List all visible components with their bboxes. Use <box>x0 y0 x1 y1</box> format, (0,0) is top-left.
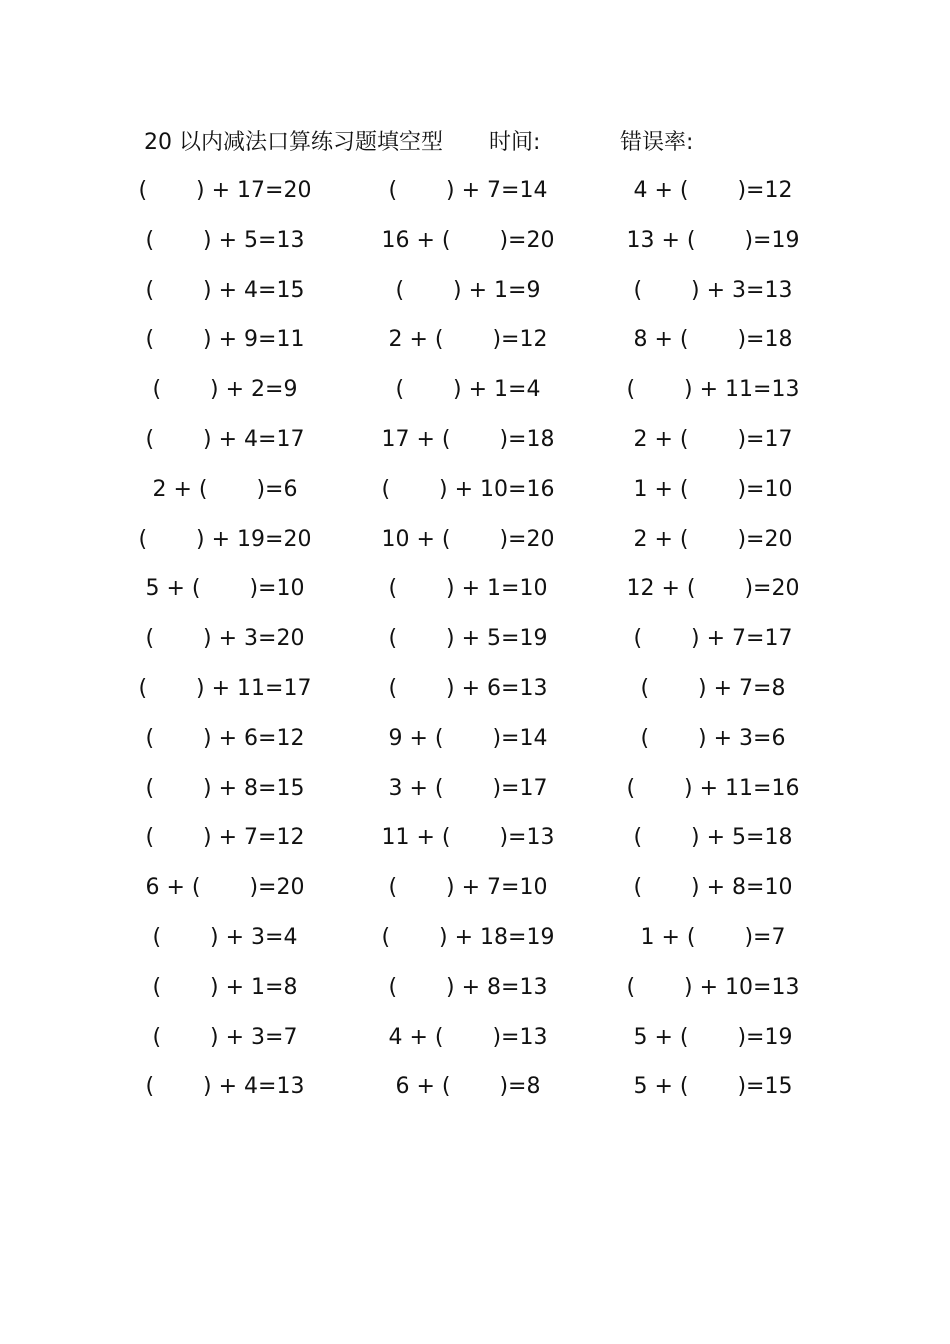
problem: ( ) + 8=15 <box>145 775 305 801</box>
worksheet-header <box>144 126 764 160</box>
problem-row <box>0 274 950 324</box>
problem-row <box>0 1021 950 1071</box>
problem-row <box>0 971 950 1021</box>
problem: ( ) + 19=20 <box>138 526 312 552</box>
problem: 12 + ( )=20 <box>626 576 800 602</box>
problem: ( ) + 4=15 <box>145 277 305 303</box>
problem-row <box>0 323 950 373</box>
problem-grid <box>0 174 950 1120</box>
problem-row <box>0 622 950 672</box>
problem-row <box>0 423 950 473</box>
problem: ( ) + 11=13 <box>626 377 800 403</box>
problem: ( ) + 3=7 <box>152 1024 298 1050</box>
worksheet-title: 20 以内减法口算练习题填空型 <box>144 130 443 155</box>
problem: ( ) + 10=16 <box>381 476 555 502</box>
problem: 9 + ( )=14 <box>388 725 548 751</box>
problem-row <box>0 523 950 573</box>
problem: ( ) + 6=12 <box>145 725 305 751</box>
problem: ( ) + 8=10 <box>633 875 793 901</box>
problem: 6 + ( )=20 <box>145 875 305 901</box>
problem-row <box>0 373 950 423</box>
problem: ( ) + 7=12 <box>145 825 305 851</box>
problem: 10 + ( )=20 <box>381 526 555 552</box>
problem: ( ) + 7=8 <box>640 675 786 701</box>
problem: ( ) + 4=13 <box>145 1074 305 1100</box>
problem: 4 + ( )=12 <box>633 178 793 203</box>
problem: ( ) + 5=13 <box>145 227 305 253</box>
problem: 5 + ( )=15 <box>633 1074 793 1100</box>
problem: 5 + ( )=10 <box>145 576 305 602</box>
problem: ( ) + 10=13 <box>626 974 800 1000</box>
problem: 3 + ( )=17 <box>388 775 548 801</box>
problem: 16 + ( )=20 <box>381 227 555 253</box>
problem-row <box>0 473 950 523</box>
problem: 1 + ( )=10 <box>633 476 793 502</box>
problem: ( ) + 1=8 <box>152 974 298 1000</box>
problem: ( ) + 11=16 <box>626 775 800 801</box>
problem: 11 + ( )=13 <box>381 825 555 851</box>
problem: ( ) + 7=14 <box>388 178 548 203</box>
problem-row <box>0 572 950 622</box>
problem-row <box>0 722 950 772</box>
problem: 17 + ( )=18 <box>381 426 555 452</box>
problem: 2 + ( )=6 <box>152 476 298 502</box>
problem-row <box>0 871 950 921</box>
problem: ( ) + 3=20 <box>145 626 305 652</box>
problem: ( ) + 18=19 <box>381 924 555 950</box>
problem-row <box>0 921 950 971</box>
problem: 5 + ( )=19 <box>633 1024 793 1050</box>
problem: ( ) + 1=10 <box>388 576 548 602</box>
problem: ( ) + 3=13 <box>633 277 793 303</box>
problem: ( ) + 5=19 <box>388 626 548 652</box>
problem: 2 + ( )=17 <box>633 426 793 452</box>
error-rate-label: 错误率: <box>620 130 694 155</box>
problem-row <box>0 821 950 871</box>
problem: 13 + ( )=19 <box>626 227 800 253</box>
problem: ( ) + 2=9 <box>152 377 298 403</box>
problem: 6 + ( )=8 <box>395 1074 541 1100</box>
problem: ( ) + 6=13 <box>388 675 548 701</box>
problem: 1 + ( )=7 <box>640 924 786 950</box>
problem: ( ) + 11=17 <box>138 675 312 701</box>
problem: ( ) + 1=4 <box>395 377 541 403</box>
problem: 2 + ( )=20 <box>633 526 793 552</box>
problem: 8 + ( )=18 <box>633 327 793 353</box>
problem: ( ) + 9=11 <box>145 327 305 353</box>
problem: ( ) + 1=9 <box>395 277 541 303</box>
problem: 2 + ( )=12 <box>388 327 548 353</box>
problem-row <box>0 672 950 722</box>
problem-row <box>0 174 950 224</box>
problem-row <box>0 1070 950 1120</box>
time-label: 时间: <box>489 130 541 155</box>
problem-row <box>0 224 950 274</box>
problem: ( ) + 8=13 <box>388 974 548 1000</box>
problem: ( ) + 4=17 <box>145 426 305 452</box>
problem: ( ) + 3=6 <box>640 725 786 751</box>
problem: ( ) + 5=18 <box>633 825 793 851</box>
problem: ( ) + 7=10 <box>388 875 548 901</box>
problem: 4 + ( )=13 <box>388 1024 548 1050</box>
problem: ( ) + 3=4 <box>152 924 298 950</box>
problem: ( ) + 17=20 <box>138 178 312 203</box>
problem-row <box>0 772 950 822</box>
problem: ( ) + 7=17 <box>633 626 793 652</box>
